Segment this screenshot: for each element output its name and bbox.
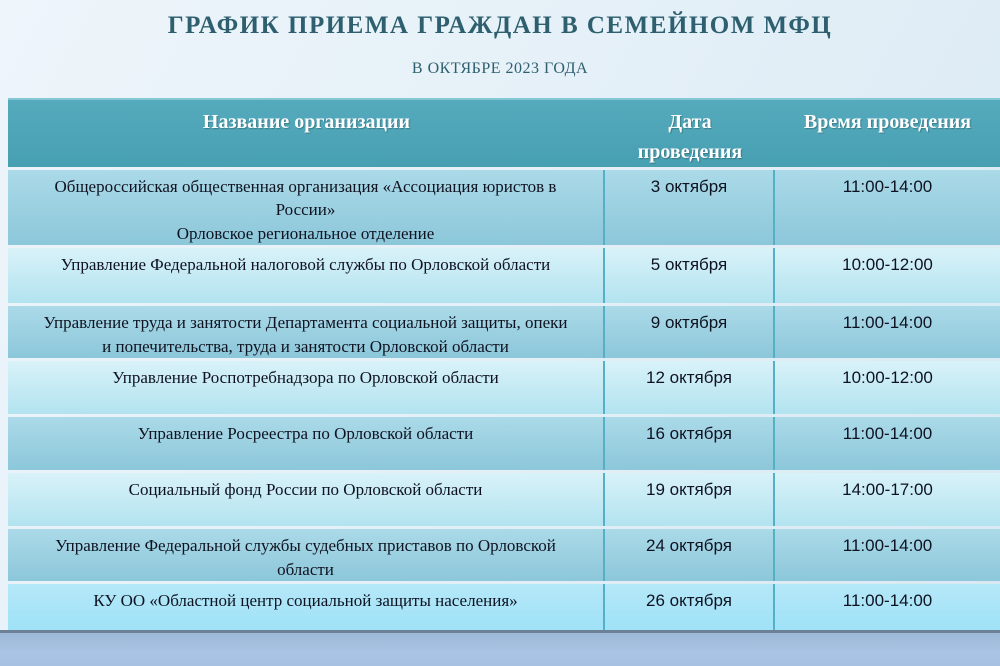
- table-row: [8, 248, 1000, 303]
- date-cell: 24 октября: [605, 529, 775, 581]
- column-header-date: Дата проведения: [637, 111, 743, 163]
- time-cell: 11:00-14:00: [842, 536, 933, 556]
- organization-cell: Управление Роспотребнадзора по Орловской области: [8, 361, 605, 414]
- organization-cell: Социальный фонд России по Орловской области: [8, 473, 605, 526]
- organization-cell: Управление Росреестра по Орловской области: [8, 417, 605, 470]
- schedule-table: [8, 98, 1000, 637]
- organization-cell: Управление Федеральной службы судебных приставов по Орловской области: [8, 529, 605, 581]
- table-row: [8, 361, 1000, 414]
- time-cell: 11:00-14:00: [842, 591, 933, 611]
- organization-cell: КУ ОО «Областной центр социальной защиты населения»: [8, 584, 605, 637]
- date-cell: 19 октября: [605, 473, 775, 526]
- time-cell: 10:00-12:00: [842, 368, 933, 388]
- date-cell: 16 октября: [605, 417, 775, 470]
- time-cell: 10:00-12:00: [842, 255, 933, 275]
- organization-cell: Общероссийская общественная организация «Ассоциация юристов в России» Орловское региональное отделение: [8, 170, 605, 245]
- column-header-time: Время проведения: [803, 111, 972, 133]
- time-cell: 11:00-14:00: [842, 313, 933, 333]
- table-body: [8, 170, 1000, 637]
- table-row: [8, 170, 1000, 245]
- page-title: ГРАФИК ПРИЕМА ГРАЖДАН В СЕМЕЙНОМ МФЦ: [167, 12, 833, 39]
- time-cell: 11:00-14:00: [842, 424, 933, 444]
- table-header-row: [8, 98, 1000, 167]
- table-row: [8, 473, 1000, 526]
- table-row: [8, 417, 1000, 470]
- date-cell: 26 октября: [605, 584, 775, 637]
- footer-strip: [0, 630, 1000, 666]
- page-subtitle: В ОКТЯБРЕ 2023 ГОДА: [411, 60, 589, 77]
- time-cell: 11:00-14:00: [842, 177, 933, 196]
- table-row: [8, 529, 1000, 581]
- date-cell: 9 октября: [605, 306, 775, 358]
- organization-cell: Управление труда и занятости Департамента социальной защиты, опеки и попечительства, труда и занятости Орловской области: [8, 306, 605, 358]
- column-header-organization: Название организации: [202, 111, 411, 133]
- date-cell: 5 октября: [605, 248, 775, 303]
- table-row: [8, 306, 1000, 358]
- date-cell: 12 октября: [605, 361, 775, 414]
- organization-cell: Управление Федеральной налоговой службы по Орловской области: [8, 248, 605, 303]
- date-cell: 3 октября: [605, 170, 775, 245]
- time-cell: 14:00-17:00: [842, 480, 933, 500]
